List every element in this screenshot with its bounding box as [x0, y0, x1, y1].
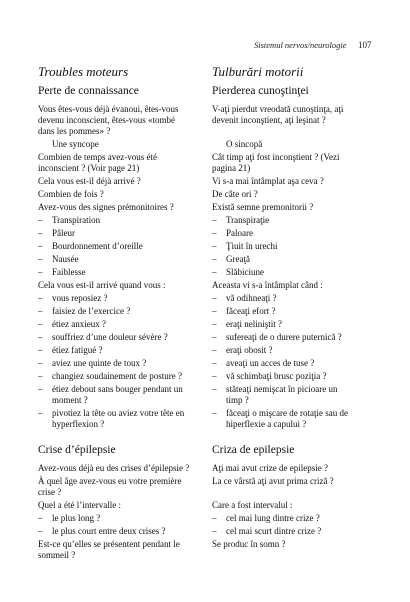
list-item: – vă schimbaţi brusc poziţia ? [212, 371, 327, 381]
dash-marker: – [212, 384, 217, 394]
question-line: Vous êtes-vous déjà évanoui, êtes-vous [38, 104, 179, 114]
running-header: Sistemul nervos/neurologie [254, 40, 347, 50]
list-item: – sufereaţi de o durere puternică ? [212, 332, 342, 342]
dash-marker: – [212, 526, 217, 536]
dash-marker: – [212, 319, 217, 329]
subsection-title-fr-1: Perte de connaissance [38, 85, 139, 97]
term-line: O sincopă [226, 139, 263, 149]
question-line: Avez-vous déjà eu des crises d’épilepsie ? [38, 463, 190, 473]
question-line: Cela vous est-il déjà arrivé ? [38, 176, 141, 186]
question-line: sommeil ? [38, 550, 76, 560]
dash-marker: – [38, 306, 43, 316]
list-item: – Slăbiciune [212, 267, 264, 277]
list-item: – vă odihneaţi ? [212, 293, 277, 303]
question-line: Cât timp aţi fost inconştient ? (Vezi [212, 152, 340, 162]
dash-marker: – [212, 241, 217, 251]
question-line: Care a fost intervalul : [212, 500, 293, 510]
dash-marker: – [212, 267, 217, 277]
list-item: – Bourdonnement d’oreille [38, 241, 143, 251]
dash-marker: – [38, 384, 43, 394]
dash-marker: – [212, 371, 217, 381]
list-item: – le plus court entre deux crises ? [38, 526, 166, 536]
list-item: – stăteaţi nemişcat în picioare un [212, 384, 338, 394]
question-line: De câte ori ? [212, 189, 258, 199]
list-item: – aviez une quinte de toux ? [38, 358, 147, 368]
list-item: – aveaţi un acces de tuse ? [212, 358, 315, 368]
list-item: – cel mai lung dintre crize ? [212, 513, 320, 523]
section-title-fr: Troubles moteurs [38, 64, 129, 79]
list-item: – le plus long ? [38, 513, 101, 523]
dash-marker: – [212, 513, 217, 523]
list-item: – étiez debout sans bouger pendant un [38, 384, 183, 394]
dash-marker: – [38, 228, 43, 238]
term-line: Une syncope [52, 139, 99, 149]
subsection-title-ro-2: Criza de epilepsie [212, 444, 295, 456]
dash-marker: – [212, 254, 217, 264]
question-line: À quel âge avez-vous eu votre première [38, 476, 182, 486]
list-item: – Greaţă [212, 254, 250, 264]
question-line: Combien de temps avez-vous été [38, 152, 157, 162]
question-line: Avez-vous des signes prémonitoires ? [38, 202, 174, 212]
list-item: – changiez soudainement de posture ? [38, 371, 182, 381]
question-line: Est-ce qu’elles se présentent pendant le [38, 539, 180, 549]
list-item: – étiez fatigué ? [38, 345, 103, 355]
question-line: Quel a été l’intervalle : [38, 500, 121, 510]
question-line: Vi s-a mai întâmplat aşa ceva ? [212, 176, 324, 186]
list-item-continuation: timp ? [226, 395, 249, 405]
question-line: V-aţi pierdut vreodată cunoştinţa, aţi [212, 104, 344, 114]
dash-marker: – [38, 293, 43, 303]
list-item: – eraţi obosit ? [212, 345, 273, 355]
dash-marker: – [212, 358, 217, 368]
dash-marker: – [38, 241, 43, 251]
question-line: Combien de fois ? [38, 189, 104, 199]
list-item: – faisiez de l’exercice ? [38, 306, 131, 316]
dash-marker: – [38, 358, 43, 368]
subsection-title-ro-1: Pierderea cunoştinţei [212, 85, 309, 97]
section-title-ro: Tulburări motorii [212, 64, 304, 79]
list-item: – făceaţi o mişcare de rotaţie sau de [212, 408, 348, 418]
dash-marker: – [38, 332, 43, 342]
dash-marker: – [212, 408, 217, 418]
list-item: – vous reposiez ? [38, 293, 108, 303]
dash-marker: – [212, 306, 217, 316]
list-item-continuation: hyperflexion ? [52, 419, 105, 429]
question-line: pagina 21) [212, 163, 251, 173]
list-item: – pivotiez la tête ou aviez votre tête en [38, 408, 185, 418]
dash-marker: – [38, 345, 43, 355]
question-line: Cela vous est-il arrivé quand vous : [38, 280, 166, 290]
list-item: – Pâleur [38, 228, 75, 238]
dash-marker: – [38, 254, 43, 264]
list-item: – Nausée [38, 254, 79, 264]
dash-marker: – [38, 319, 43, 329]
question-line: inconscient ? (Voir page 21) [38, 163, 140, 173]
question-line: Există semne premonitorii ? [212, 202, 314, 212]
question-line: La ce vârstă aţi avut prima criză ? [212, 476, 334, 486]
question-line: crise ? [38, 487, 62, 497]
list-item: – étiez anxieux ? [38, 319, 106, 329]
page-number: 107 [358, 40, 372, 50]
question-line: Se produc în somn ? [212, 539, 286, 549]
dash-marker: – [38, 215, 43, 225]
list-item: – Faiblesse [38, 267, 86, 277]
list-item: – făceaţi efort ? [212, 306, 276, 316]
list-item: – Transpiraţie [212, 215, 270, 225]
list-item: – cel mai scurt dintre crize ? [212, 526, 322, 536]
list-item: – souffriez d’une douleur sévère ? [38, 332, 168, 342]
list-item: – eraţi neliniştit ? [212, 319, 282, 329]
list-item-continuation: hiperflexie a capului ? [226, 419, 307, 429]
list-item: – Transpiration [38, 215, 101, 225]
question-line: dans les pommes» ? [38, 126, 111, 136]
question-line: devenit inconştient, aţi leşinat ? [212, 115, 326, 125]
dash-marker: – [38, 267, 43, 277]
dash-marker: – [38, 408, 43, 418]
dash-marker: – [212, 332, 217, 342]
dash-marker: – [212, 293, 217, 303]
question-line: Aceasta vi s-a întâmplat când : [212, 280, 323, 290]
question-line: Aţi mai avut crize de epilepsie ? [212, 463, 328, 473]
list-item-continuation: moment ? [52, 395, 88, 405]
dash-marker: – [38, 513, 43, 523]
dash-marker: – [38, 526, 43, 536]
list-item: – Ţiuit în urechi [212, 241, 278, 251]
question-line: devenu inconscient, êtes-vous «tombé [38, 115, 175, 125]
dash-marker: – [38, 371, 43, 381]
dash-marker: – [212, 345, 217, 355]
dash-marker: – [212, 215, 217, 225]
list-item: – Paloare [212, 228, 253, 238]
subsection-title-fr-2: Crise d’épilepsie [38, 444, 116, 456]
dash-marker: – [212, 228, 217, 238]
